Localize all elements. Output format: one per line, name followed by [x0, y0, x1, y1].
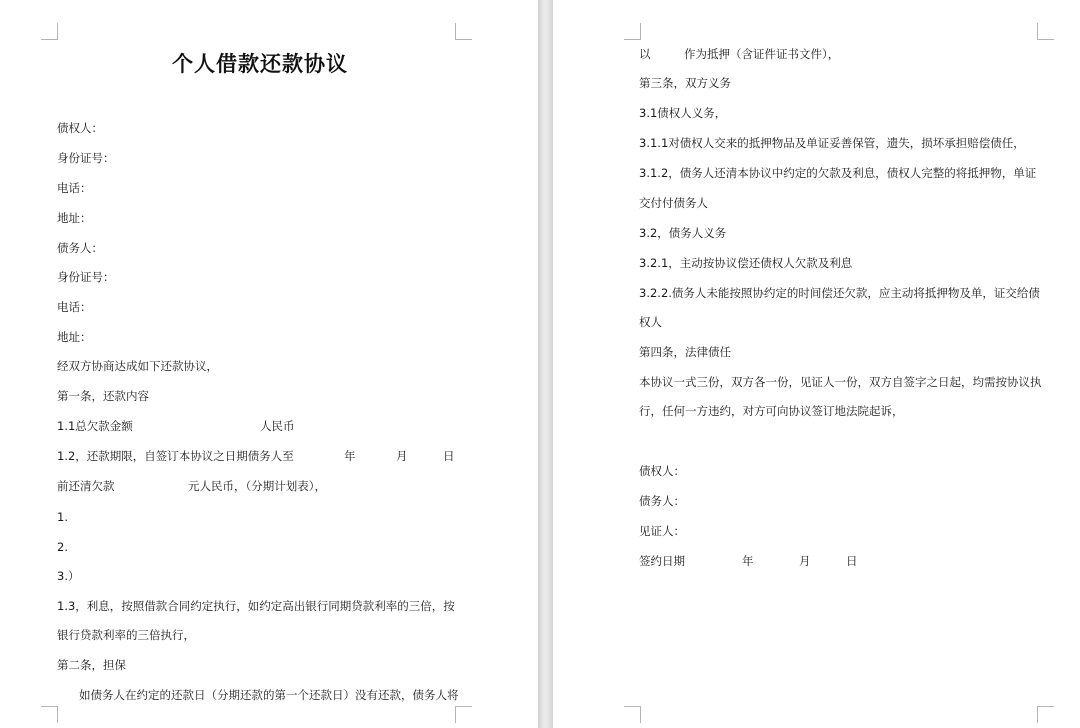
text-line: 行，任何一方违约，对方可向协议签订地法院起诉， — [639, 404, 904, 418]
text-line: 如债务人在约定的还款日（分期还款的第一个还款日）没有还款，债务人将 — [79, 688, 459, 702]
crop-mark — [1037, 706, 1054, 723]
text-line: 交付付债务人 — [639, 196, 708, 210]
text-line: 第二条，担保 — [57, 658, 126, 672]
text-line: 债权人： — [57, 121, 103, 135]
text-line: 3.1债权人义务， — [639, 106, 727, 120]
text-line: 债务人： — [57, 241, 103, 255]
installment-text: 元人民币，（分期计划表）， — [188, 479, 326, 493]
text-line: 1.1总欠款金额 — [57, 419, 133, 433]
text-line: 地址： — [57, 330, 92, 344]
text-line: 权人 — [639, 315, 662, 329]
signature-debtor: 债务人： — [639, 494, 685, 508]
crop-mark — [41, 706, 58, 723]
text-line: 1.2，还款期限，自签订本协议之日期债务人至 — [57, 449, 294, 463]
day-label: 日 — [846, 554, 858, 568]
month-label: 月 — [396, 449, 408, 463]
crop-mark — [1037, 23, 1054, 40]
document-page-left — [0, 0, 538, 728]
crop-mark — [455, 706, 472, 723]
text-line: 作为抵押（含证件证书文件）， — [684, 47, 840, 61]
crop-mark — [41, 23, 58, 40]
text-line: 3.1.2，债务人还清本协议中约定的欠款及利息，债权人完整的将抵押物，单证 — [639, 166, 1037, 180]
page-gap — [538, 0, 553, 728]
text-line: 第四条，法律债任 — [639, 345, 731, 359]
text-line: 2. — [57, 540, 68, 554]
signature-witness: 见证人： — [639, 524, 685, 538]
rmb-label: 人民币 — [260, 419, 295, 433]
text-line: 身份证号： — [57, 151, 115, 165]
crop-mark — [624, 706, 641, 723]
month-label: 月 — [799, 554, 811, 568]
text-line: 3.） — [57, 569, 80, 583]
document-title: 个人借款还款协议 — [172, 51, 348, 76]
text-line: 电话： — [57, 181, 92, 195]
document-page-right — [553, 0, 1080, 728]
text-line: 3.2.2.债务人未能按照协约定的时间偿还欠款，应主动将抵押物及单，证交给债 — [639, 286, 1040, 300]
text-line: 1. — [57, 510, 68, 524]
text-line: 地址： — [57, 211, 92, 225]
text-line: 电话： — [57, 300, 92, 314]
text-line: 银行贷款利率的三倍执行， — [57, 628, 195, 642]
text-line: 前还清欠款 — [57, 479, 115, 493]
day-label: 日 — [443, 449, 455, 463]
text-line: 3.2，债务人义务 — [639, 226, 727, 240]
year-label: 年 — [742, 554, 754, 568]
text-line: 3.1.1对债权人交来的抵押物品及单证妥善保管，遗失，损坏承担赔偿债任， — [639, 136, 1025, 150]
text-line: 第三条，双方义务 — [639, 76, 731, 90]
text-line: 经双方协商达成如下还款协议， — [57, 359, 218, 373]
text-line: 身份证号： — [57, 270, 115, 284]
signature-creditor: 债权人： — [639, 464, 685, 478]
text-line: 以 — [639, 47, 651, 61]
sign-date-label: 签约日期 — [639, 554, 685, 568]
crop-mark — [624, 23, 641, 40]
text-line: 第一条，还款内容 — [57, 389, 149, 403]
crop-mark — [455, 23, 472, 40]
text-line: 本协议一式三份，双方各一份，见证人一份，双方自签字之日起，均需按协议执 — [639, 375, 1042, 389]
text-line: 3.2.1，主动按协议偿还债权人欠款及利息 — [639, 256, 853, 270]
text-line: 1.3，利息，按照借款合同约定执行，如约定高出银行同期贷款利率的三倍，按 — [57, 599, 455, 613]
year-label: 年 — [344, 449, 356, 463]
